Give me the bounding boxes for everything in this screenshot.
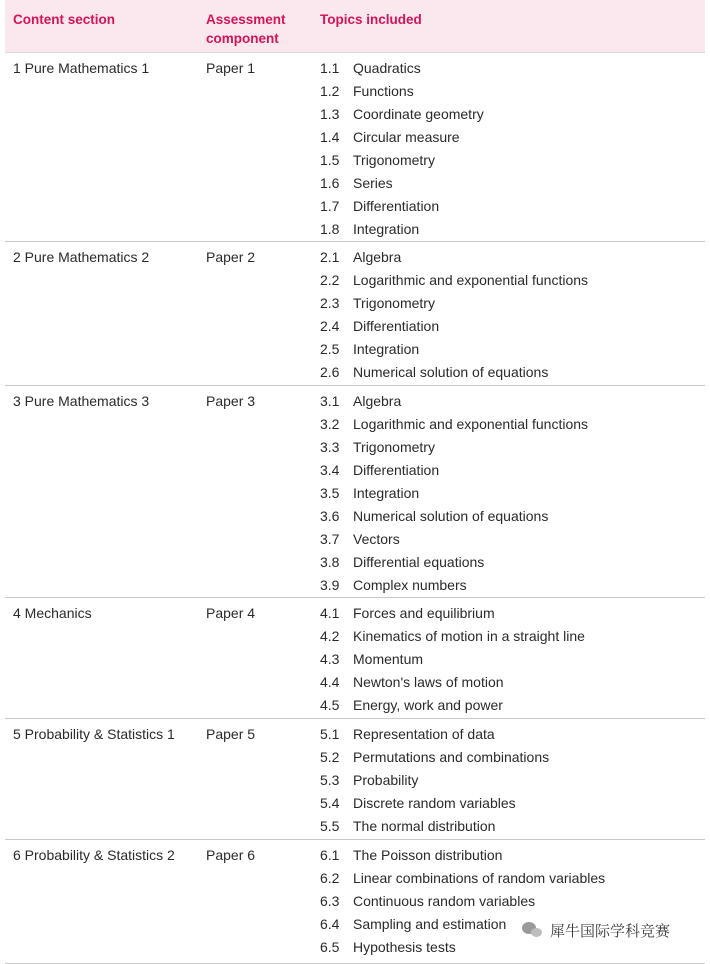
topic-name: Integration (353, 341, 420, 357)
topic-number: 3.9 (320, 577, 340, 593)
topic-name: Integration (353, 221, 420, 237)
header-topics-included: Topics included (320, 12, 422, 27)
topic-name: Representation of data (353, 726, 495, 742)
watermark-text: 犀牛国际学科竞赛 (550, 922, 671, 940)
table-row (5, 242, 705, 386)
section-paper: Paper 4 (206, 605, 256, 621)
topic-number: 1.7 (320, 198, 340, 214)
topic-number: 1.2 (320, 83, 340, 99)
topic-name: Hypothesis tests (353, 939, 456, 955)
topic-number: 3.3 (320, 439, 340, 455)
section-name: 2 Pure Mathematics 2 (13, 249, 150, 265)
watermark (522, 917, 674, 943)
section-name: 1 Pure Mathematics 1 (13, 60, 150, 76)
topic-number: 3.1 (320, 393, 340, 409)
topic-number: 4.2 (320, 628, 340, 644)
topic-number: 1.1 (320, 60, 340, 76)
topic-name: Newton's laws of motion (353, 674, 504, 690)
topic-number: 1.4 (320, 129, 340, 145)
topic-number: 5.2 (320, 749, 340, 765)
topic-number: 5.4 (320, 795, 340, 811)
topic-name: Algebra (353, 249, 402, 265)
topic-number: 4.4 (320, 674, 340, 690)
topic-number: 2.6 (320, 364, 340, 380)
topic-name: Differentiation (353, 462, 440, 478)
topic-name: Algebra (353, 393, 402, 409)
topic-name: Complex numbers (353, 577, 467, 593)
table-row (5, 53, 705, 242)
table-row (5, 719, 705, 840)
section-name: 4 Mechanics (13, 605, 92, 621)
topic-name: Logarithmic and exponential functions (353, 272, 589, 288)
topic-number: 5.1 (320, 726, 340, 742)
section-paper: Paper 1 (206, 60, 256, 76)
topic-number: 6.5 (320, 939, 340, 955)
topic-number: 1.6 (320, 175, 340, 191)
topic-name: Coordinate geometry (353, 106, 484, 122)
topic-number: 1.8 (320, 221, 340, 237)
topic-number: 4.3 (320, 651, 340, 667)
topic-name: Series (353, 175, 393, 191)
topic-name: Linear combinations of random variables (353, 870, 606, 886)
topic-name: Sampling and estimation (353, 916, 507, 932)
topic-number: 3.8 (320, 554, 340, 570)
topic-name: Trigonometry (353, 295, 435, 311)
topic-name: Integration (353, 485, 420, 501)
wechat-icon (522, 921, 544, 939)
table-body (5, 53, 705, 964)
topic-name: Differentiation (353, 198, 440, 214)
topic-number: 3.4 (320, 462, 340, 478)
table-row (5, 598, 705, 719)
topic-name: Quadratics (353, 60, 421, 76)
topic-number: 6.3 (320, 893, 340, 909)
topic-number: 3.6 (320, 508, 340, 524)
section-name: 3 Pure Mathematics 3 (13, 393, 150, 409)
topic-number: 2.1 (320, 249, 340, 265)
topic-name: Numerical solution of equations (353, 364, 549, 380)
table-row (5, 386, 705, 598)
topic-number: 5.5 (320, 818, 340, 834)
topic-number: 2.4 (320, 318, 340, 334)
topic-number: 4.1 (320, 605, 340, 621)
header-assessment-line2: component (206, 31, 279, 46)
header-assessment-component (206, 10, 286, 48)
section-paper: Paper 6 (206, 847, 256, 863)
table-row (5, 840, 705, 964)
topic-name: Probability (353, 772, 419, 788)
section-paper: Paper 3 (206, 393, 256, 409)
topic-name: Kinematics of motion in a straight line (353, 628, 585, 644)
table-header (5, 0, 705, 53)
section-name: 5 Probability & Statistics 1 (13, 726, 175, 742)
topic-number: 3.2 (320, 416, 340, 432)
syllabus-table (5, 0, 705, 964)
section-name: 6 Probability & Statistics 2 (13, 847, 175, 863)
topic-name: Trigonometry (353, 439, 435, 455)
topic-name: The normal distribution (353, 818, 496, 834)
section-paper: Paper 5 (206, 726, 256, 742)
topic-number: 2.5 (320, 341, 340, 357)
topic-name: The Poisson distribution (353, 847, 503, 863)
topic-number: 1.3 (320, 106, 340, 122)
header-content-section: Content section (13, 12, 116, 27)
topic-number: 5.3 (320, 772, 340, 788)
topic-name: Functions (353, 83, 414, 99)
topic-number: 3.5 (320, 485, 340, 501)
topic-number: 6.4 (320, 916, 340, 932)
topic-number: 2.2 (320, 272, 340, 288)
topic-number: 4.5 (320, 697, 340, 713)
topic-number: 1.5 (320, 152, 340, 168)
topic-name: Energy, work and power (353, 697, 503, 713)
topic-name: Logarithmic and exponential functions (353, 416, 589, 432)
topic-name: Differentiation (353, 318, 440, 334)
topic-number: 3.7 (320, 531, 340, 547)
topic-name: Permutations and combinations (353, 749, 550, 765)
section-paper: Paper 2 (206, 249, 256, 265)
topic-name: Numerical solution of equations (353, 508, 549, 524)
topic-name: Forces and equilibrium (353, 605, 495, 621)
topic-name: Vectors (353, 531, 400, 547)
topic-name: Trigonometry (353, 152, 435, 168)
topic-name: Circular measure (353, 129, 460, 145)
topic-name: Momentum (353, 651, 424, 667)
header-assessment-line1: Assessment (206, 12, 286, 27)
topic-name: Continuous random variables (353, 893, 536, 909)
topic-name: Differential equations (353, 554, 485, 570)
topic-name: Discrete random variables (353, 795, 516, 811)
topic-number: 6.2 (320, 870, 340, 886)
topic-number: 6.1 (320, 847, 340, 863)
topic-number: 2.3 (320, 295, 340, 311)
